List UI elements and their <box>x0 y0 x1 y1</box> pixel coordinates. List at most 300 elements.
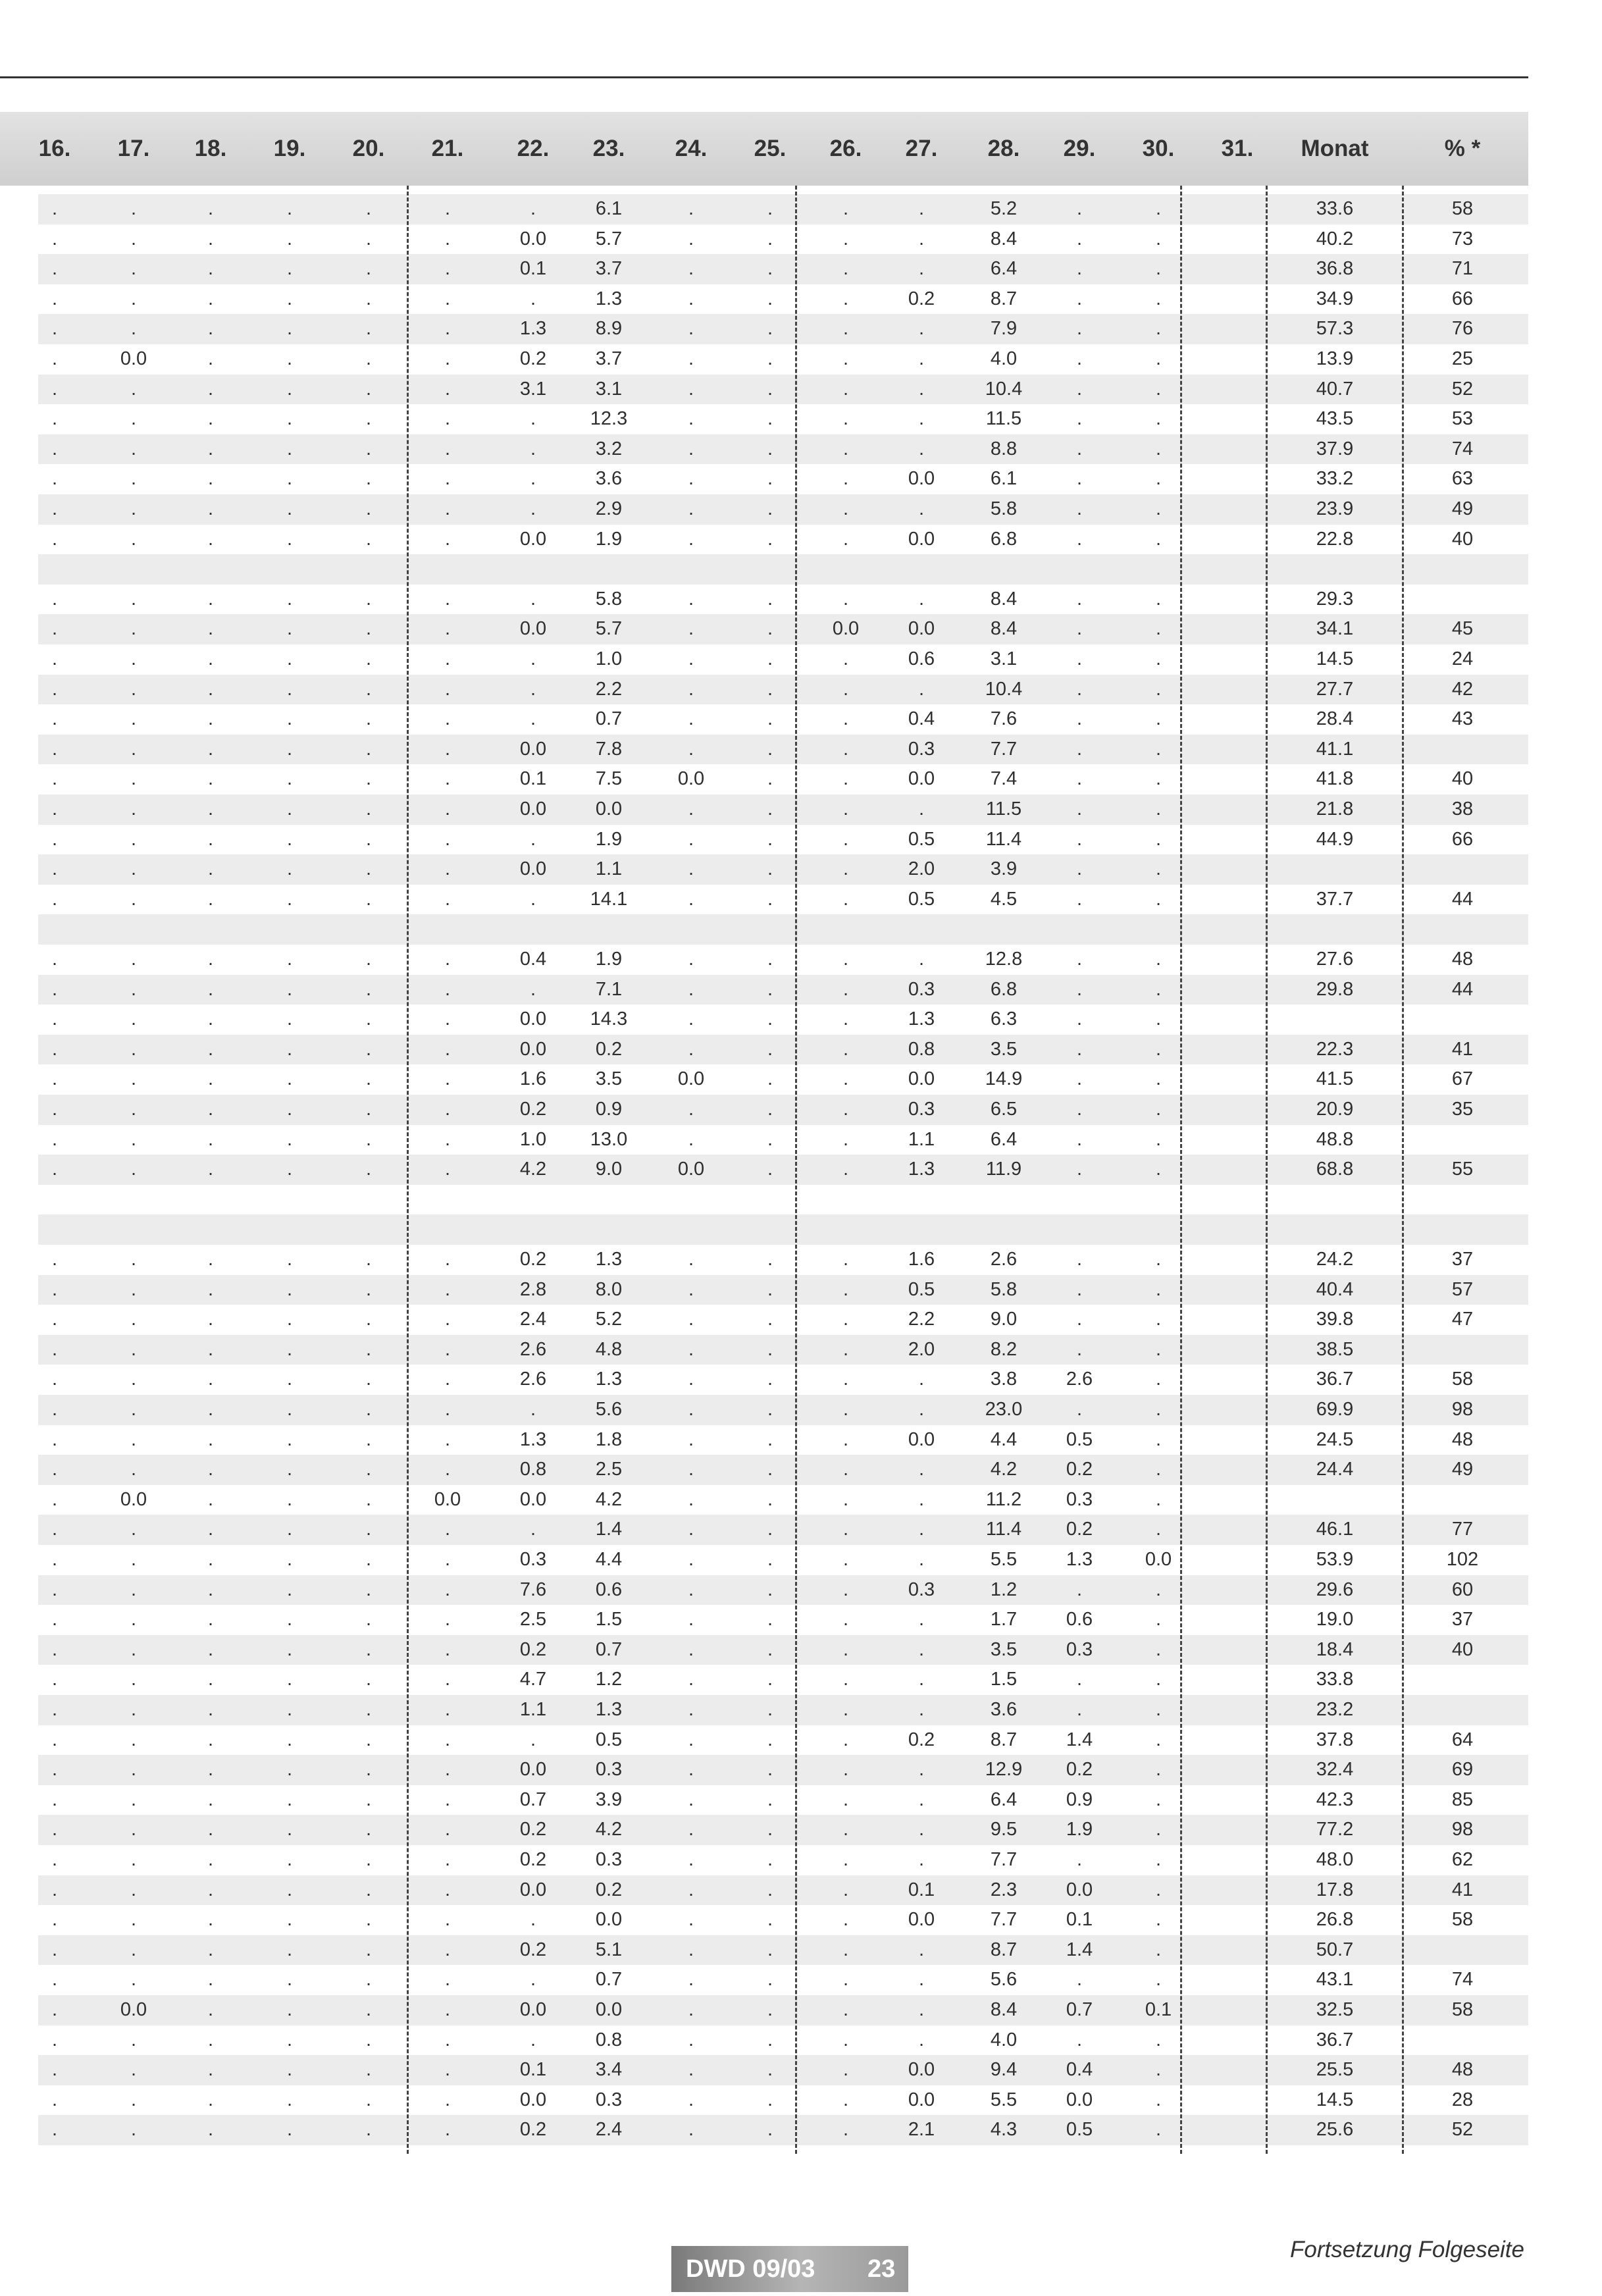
table-cell: . <box>207 828 214 850</box>
table-cell: 41.5 <box>1316 1068 1354 1090</box>
page-number: 23 <box>867 2255 896 2283</box>
table-cell: 47 <box>1451 1309 1474 1330</box>
column-header: 24. <box>675 136 708 161</box>
table-cell: . <box>130 1849 137 1870</box>
table-cell: . <box>286 2089 293 2110</box>
table-cell: . <box>286 1338 293 1360</box>
table-cell: . <box>1155 1759 1162 1781</box>
table-cell: 28.4 <box>1316 708 1354 730</box>
table-cell: . <box>286 1459 293 1480</box>
table-cell: . <box>444 1369 451 1390</box>
table-cell: . <box>767 1249 773 1270</box>
table-cell: 0.2 <box>519 1849 547 1870</box>
table-cell: 0.9 <box>1066 1788 1093 1810</box>
table-cell: 7.5 <box>595 768 623 790</box>
table-cell: . <box>918 438 925 459</box>
table-cell: . <box>1076 708 1083 730</box>
table-cell: . <box>918 1969 925 1991</box>
table-cell: 46.1 <box>1316 1519 1354 1540</box>
table-cell: . <box>688 2089 694 2110</box>
table-cell: . <box>444 858 451 880</box>
table-cell: 50.7 <box>1316 1939 1354 1960</box>
table-cell: . <box>207 1099 214 1120</box>
table-cell: 4.0 <box>990 348 1018 369</box>
table-cell: . <box>842 1008 849 1030</box>
table-cell: . <box>444 588 451 610</box>
table-cell: 24.2 <box>1316 1249 1354 1270</box>
table-cell: 2.2 <box>595 678 623 700</box>
table-cell: 0.1 <box>519 768 547 790</box>
table-cell: . <box>207 258 214 280</box>
table-cell: 8.4 <box>990 618 1018 640</box>
table-cell: . <box>767 1849 773 1870</box>
table-cell: 0.2 <box>519 348 547 369</box>
table-cell: . <box>286 1939 293 1960</box>
table-cell: . <box>842 1338 849 1360</box>
table-cell: . <box>207 408 214 430</box>
table-cell: . <box>286 1638 293 1660</box>
table-row <box>38 2085 1528 2116</box>
table-cell: 44.9 <box>1316 828 1354 850</box>
table-cell: 11.9 <box>985 1159 1022 1180</box>
table-cell: . <box>365 228 372 249</box>
table-cell: 0.0 <box>519 858 547 880</box>
table-cell: 7.7 <box>990 1849 1018 1870</box>
table-cell: 5.2 <box>990 198 1018 219</box>
table-cell: 0.0 <box>1066 1879 1093 1900</box>
table-cell: . <box>365 798 372 820</box>
table-cell: . <box>51 978 58 1000</box>
table-cell: 4.2 <box>595 1488 623 1510</box>
table-cell: . <box>444 1428 451 1450</box>
table-cell: 0.2 <box>519 1249 547 1270</box>
table-cell: . <box>207 1428 214 1450</box>
table-cell: 1.9 <box>595 828 623 850</box>
table-cell: . <box>1155 1699 1162 1720</box>
table-cell: 33.6 <box>1316 198 1354 219</box>
table-row <box>38 644 1528 675</box>
table-cell: . <box>688 1278 694 1300</box>
table-cell: . <box>918 588 925 610</box>
table-row <box>38 735 1528 765</box>
table-cell: 24.5 <box>1316 1428 1354 1450</box>
table-cell: . <box>767 1159 773 1180</box>
table-cell: . <box>51 198 58 219</box>
table-cell: . <box>444 1519 451 1540</box>
column-divider <box>1266 186 1268 2154</box>
table-row <box>38 764 1528 795</box>
table-cell: . <box>767 1578 773 1600</box>
table-cell: 0.0 <box>908 2089 935 2110</box>
table-cell: . <box>1076 949 1083 970</box>
table-cell: 60 <box>1451 1578 1474 1600</box>
table-cell: . <box>51 678 58 700</box>
table-cell: . <box>365 1578 372 1600</box>
table-cell: . <box>688 1788 694 1810</box>
table-cell: . <box>842 1669 849 1690</box>
table-cell: 102 <box>1446 1549 1479 1570</box>
table-cell: . <box>51 618 58 640</box>
table-cell: . <box>842 1488 849 1510</box>
table-cell: . <box>365 1249 372 1270</box>
table-cell: . <box>688 678 694 700</box>
table-cell: 1.3 <box>519 1428 547 1450</box>
table-cell: . <box>918 1369 925 1390</box>
table-cell: . <box>688 1849 694 1870</box>
table-cell: 38 <box>1451 798 1474 820</box>
table-cell: . <box>767 1638 773 1660</box>
table-row <box>38 464 1528 494</box>
table-cell: . <box>444 1159 451 1180</box>
table-row <box>38 1395 1528 1425</box>
table-cell: 0.2 <box>519 1099 547 1120</box>
table-cell: . <box>286 798 293 820</box>
table-cell: . <box>842 1128 849 1150</box>
table-cell: 58 <box>1451 198 1474 219</box>
table-cell: 6.8 <box>990 978 1018 1000</box>
table-cell: 0.9 <box>595 1099 623 1120</box>
table-cell: 0.5 <box>595 1729 623 1750</box>
table-cell: . <box>51 1849 58 1870</box>
table-cell: 0.2 <box>595 1038 623 1060</box>
table-cell: . <box>530 468 536 490</box>
table-cell: 0.0 <box>519 2089 547 2110</box>
table-cell: 28 <box>1451 2089 1474 2110</box>
table-cell: . <box>207 1309 214 1330</box>
table-cell: . <box>1076 528 1083 550</box>
table-cell: . <box>444 438 451 459</box>
table-cell: . <box>842 738 849 760</box>
table-cell: . <box>365 468 372 490</box>
table-cell: 3.5 <box>990 1038 1018 1060</box>
table-cell: . <box>767 1939 773 1960</box>
table-cell: . <box>530 1909 536 1931</box>
table-cell: . <box>365 828 372 850</box>
table-cell: . <box>365 1459 372 1480</box>
table-cell: . <box>1155 1068 1162 1090</box>
table-cell: . <box>51 1038 58 1060</box>
table-cell: . <box>444 318 451 340</box>
table-cell: . <box>842 1459 849 1480</box>
table-cell: 39.8 <box>1316 1309 1354 1330</box>
table-cell: 2.6 <box>1066 1369 1093 1390</box>
table-cell: . <box>207 618 214 640</box>
table-cell: 6.3 <box>990 1008 1018 1030</box>
table-cell: . <box>51 1068 58 1090</box>
table-cell: . <box>365 768 372 790</box>
table-cell: 3.1 <box>519 378 547 400</box>
table-cell: . <box>365 378 372 400</box>
table-cell: 0.0 <box>908 1428 935 1450</box>
table-cell: . <box>444 1699 451 1720</box>
table-cell: 5.5 <box>990 1549 1018 1570</box>
table-cell: . <box>918 678 925 700</box>
table-cell: 2.9 <box>595 498 623 519</box>
table-cell: . <box>1076 798 1083 820</box>
table-cell: . <box>51 648 58 669</box>
table-cell: . <box>767 858 773 880</box>
table-cell: . <box>1155 1099 1162 1120</box>
table-cell: . <box>444 228 451 249</box>
table-cell: . <box>130 378 137 400</box>
table-row <box>38 975 1528 1005</box>
table-cell: . <box>767 1399 773 1420</box>
table-cell: . <box>207 2029 214 2050</box>
table-cell: . <box>444 1099 451 1120</box>
table-row <box>38 1635 1528 1665</box>
table-cell: . <box>1076 1669 1083 1690</box>
table-cell: . <box>286 1729 293 1750</box>
table-cell: 11.4 <box>985 1519 1022 1540</box>
table-cell: . <box>51 828 58 850</box>
table-cell: . <box>51 498 58 519</box>
table-cell: . <box>1076 318 1083 340</box>
table-cell: 27.6 <box>1316 949 1354 970</box>
table-cell: . <box>286 1849 293 1870</box>
table-cell: . <box>286 1369 293 1390</box>
table-cell: . <box>365 1609 372 1631</box>
table-row <box>38 1455 1528 1485</box>
table-cell: . <box>1076 648 1083 669</box>
table-cell: . <box>51 438 58 459</box>
table-cell: . <box>1155 1669 1162 1690</box>
column-header: Monat <box>1301 136 1369 161</box>
table-cell: 0.4 <box>519 949 547 970</box>
table-cell: 25.6 <box>1316 2119 1354 2141</box>
table-cell: . <box>286 2029 293 2050</box>
table-cell: . <box>51 1939 58 1960</box>
table-cell: 0.3 <box>595 1759 623 1781</box>
table-cell: 57 <box>1451 1278 1474 1300</box>
table-cell: 4.2 <box>519 1159 547 1180</box>
table-cell: 1.2 <box>595 1669 623 1690</box>
table-cell: . <box>130 588 137 610</box>
table-cell: . <box>207 2059 214 2081</box>
table-cell: . <box>51 2059 58 2081</box>
table-cell: . <box>444 1399 451 1420</box>
table-cell: . <box>130 1399 137 1420</box>
table-cell: . <box>130 949 137 970</box>
table-cell: . <box>51 1338 58 1360</box>
table-cell: . <box>207 1488 214 1510</box>
table-cell: . <box>365 1338 372 1360</box>
column-divider <box>1180 186 1182 2154</box>
table-cell: . <box>286 648 293 669</box>
table-cell: . <box>767 1609 773 1631</box>
table-cell: . <box>1155 1338 1162 1360</box>
table-cell: . <box>688 1969 694 1991</box>
table-cell: 1.3 <box>595 1699 623 1720</box>
column-header: 29. <box>1063 136 1096 161</box>
table-cell: . <box>365 438 372 459</box>
table-cell: . <box>207 708 214 730</box>
table-cell: . <box>688 618 694 640</box>
table-cell: . <box>918 228 925 249</box>
table-cell: 0.0 <box>519 1879 547 1900</box>
table-cell: . <box>207 768 214 790</box>
table-cell: . <box>444 408 451 430</box>
table-cell: 41.8 <box>1316 768 1354 790</box>
table-cell: . <box>286 1428 293 1450</box>
table-cell: . <box>842 798 849 820</box>
table-cell: 29.8 <box>1316 978 1354 1000</box>
table-row <box>38 704 1528 735</box>
table-cell: 23.9 <box>1316 498 1354 519</box>
table-cell: . <box>207 1159 214 1180</box>
table-cell: . <box>365 348 372 369</box>
table-row <box>38 1275 1528 1305</box>
table-cell: . <box>688 828 694 850</box>
table-cell: . <box>842 528 849 550</box>
table-cell: . <box>767 318 773 340</box>
table-cell: . <box>207 1068 214 1090</box>
table-cell: . <box>1155 1488 1162 1510</box>
table-cell: 1.0 <box>595 648 623 669</box>
table-cell: . <box>51 1819 58 1840</box>
table-cell: . <box>767 1128 773 1150</box>
table-cell: 0.1 <box>519 2059 547 2081</box>
table-cell: . <box>130 228 137 249</box>
table-cell: . <box>130 978 137 1000</box>
table-cell: 74 <box>1451 1969 1474 1991</box>
table-cell: . <box>207 1819 214 1840</box>
table-cell: . <box>688 258 694 280</box>
table-cell: . <box>207 198 214 219</box>
table-cell: . <box>207 738 214 760</box>
table-cell: . <box>207 318 214 340</box>
table-cell: . <box>130 1159 137 1180</box>
table-cell: 4.7 <box>519 1669 547 1690</box>
table-cell: 44 <box>1451 978 1474 1000</box>
table-cell: . <box>130 828 137 850</box>
table-cell: . <box>365 1909 372 1931</box>
table-cell: . <box>286 738 293 760</box>
table-cell: . <box>444 528 451 550</box>
table-cell: 1.6 <box>519 1068 547 1090</box>
table-cell: . <box>1076 618 1083 640</box>
table-cell: . <box>767 1729 773 1750</box>
table-cell: . <box>767 1819 773 1840</box>
table-cell: 6.4 <box>990 258 1018 280</box>
table-cell: 8.9 <box>595 318 623 340</box>
table-cell: . <box>207 1459 214 1480</box>
table-cell: . <box>51 468 58 490</box>
table-cell: . <box>1076 1038 1083 1060</box>
table-cell: . <box>444 2029 451 2050</box>
table-cell: . <box>767 348 773 369</box>
table-cell: . <box>444 1969 451 1991</box>
table-cell: . <box>530 198 536 219</box>
table-cell: . <box>767 1488 773 1510</box>
table-cell: 49 <box>1451 1459 1474 1480</box>
table-cell: 58 <box>1451 1369 1474 1390</box>
table-cell: . <box>688 1399 694 1420</box>
table-cell: . <box>918 1609 925 1631</box>
table-cell: 3.6 <box>990 1699 1018 1720</box>
table-cell: . <box>688 1249 694 1270</box>
table-cell: 0.0 <box>519 618 547 640</box>
table-cell: 48.8 <box>1316 1128 1354 1150</box>
table-cell: 0.2 <box>595 1879 623 1900</box>
table-cell: 0.0 <box>1145 1549 1172 1570</box>
table-cell: . <box>842 468 849 490</box>
table-cell: 0.1 <box>1066 1909 1093 1931</box>
table-row <box>38 1875 1528 1906</box>
table-cell: . <box>688 1578 694 1600</box>
table-cell: . <box>918 348 925 369</box>
table-cell: 5.1 <box>595 1939 623 1960</box>
table-cell: 35 <box>1451 1099 1474 1120</box>
table-cell: 40 <box>1451 768 1474 790</box>
table-cell: 22.8 <box>1316 528 1354 550</box>
table-row <box>38 554 1528 585</box>
table-row <box>38 434 1528 465</box>
table-cell: . <box>130 738 137 760</box>
table-cell: . <box>688 1759 694 1781</box>
table-cell: . <box>842 1099 849 1120</box>
table-cell: . <box>688 1038 694 1060</box>
table-cell: . <box>842 2119 849 2141</box>
table-cell: . <box>207 348 214 369</box>
table-cell: 8.4 <box>990 1999 1018 2020</box>
table-cell: . <box>1155 1459 1162 1480</box>
table-cell: . <box>688 1729 694 1750</box>
table-cell: . <box>1076 288 1083 309</box>
table-cell: . <box>130 1939 137 1960</box>
table-cell: 7.7 <box>990 1909 1018 1931</box>
table-cell: . <box>688 1099 694 1120</box>
table-cell: 14.5 <box>1316 2089 1354 2110</box>
table-cell: . <box>51 288 58 309</box>
table-cell: . <box>130 708 137 730</box>
table-cell: . <box>530 1399 536 1420</box>
column-header: 28. <box>987 136 1020 161</box>
table-cell: 3.2 <box>595 438 623 459</box>
table-row <box>38 1965 1528 1995</box>
table-cell: . <box>1155 258 1162 280</box>
table-cell: . <box>688 498 694 519</box>
table-cell: 8.7 <box>990 1939 1018 1960</box>
table-row <box>38 254 1528 284</box>
table-cell: 0.0 <box>519 1759 547 1781</box>
table-cell: . <box>51 1008 58 1030</box>
table-cell: . <box>688 858 694 880</box>
table-cell: . <box>767 678 773 700</box>
table-cell: . <box>767 1428 773 1450</box>
table-row <box>38 1785 1528 1815</box>
table-cell: . <box>444 1788 451 1810</box>
table-cell: 2.3 <box>990 1879 1018 1900</box>
column-header: 19. <box>273 136 306 161</box>
column-divider <box>1402 186 1404 2154</box>
table-cell: . <box>365 1669 372 1690</box>
table-cell: . <box>286 1038 293 1060</box>
table-cell: . <box>1076 888 1083 910</box>
table-cell: 3.5 <box>595 1068 623 1090</box>
table-cell: . <box>444 1278 451 1300</box>
table-cell: 3.9 <box>595 1788 623 1810</box>
table-cell: . <box>207 378 214 400</box>
table-cell: 19.0 <box>1316 1609 1354 1631</box>
table-cell: . <box>207 1969 214 1991</box>
table-cell: 1.1 <box>595 858 623 880</box>
table-row <box>38 525 1528 555</box>
table-cell: . <box>530 408 536 430</box>
table-cell: . <box>842 1609 849 1631</box>
table-cell: . <box>130 288 137 309</box>
table-cell: . <box>286 858 293 880</box>
table-cell: . <box>207 1849 214 1870</box>
